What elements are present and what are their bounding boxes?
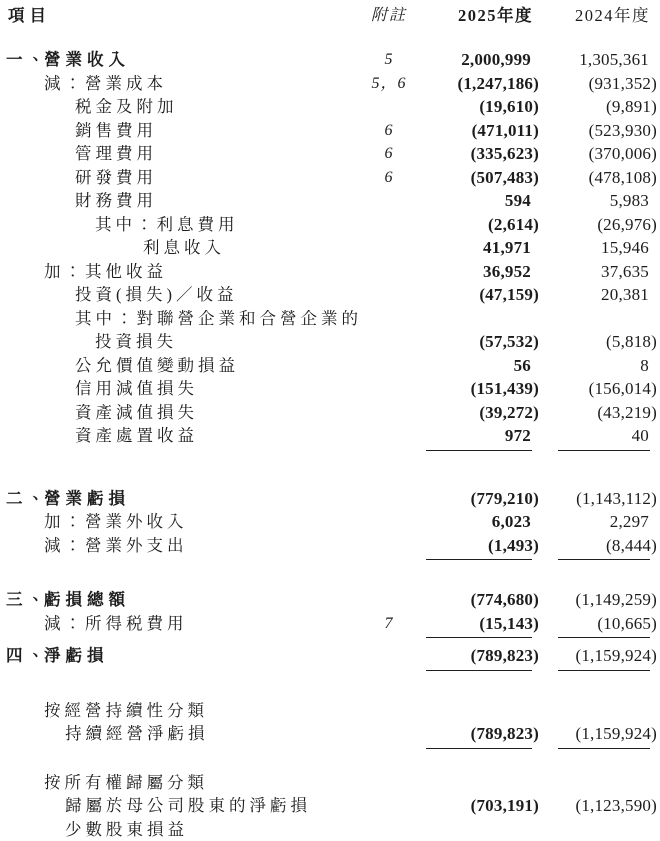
section-number: 二、 <box>6 487 49 511</box>
table-row <box>0 189 657 213</box>
rule-2024-column <box>558 637 650 644</box>
item-label-text: 税金及附加 <box>0 95 178 119</box>
item-label-text: 利息收入 <box>0 236 225 260</box>
totals-rule <box>0 668 657 677</box>
rule-2024-column <box>558 748 650 755</box>
table-row <box>0 487 657 511</box>
item-label <box>0 612 361 636</box>
table-row <box>0 699 657 723</box>
table-row <box>0 722 657 746</box>
item-label-text: 加：營業外收入 <box>0 510 188 534</box>
item-label-text: 資產減值損失 <box>0 401 198 425</box>
item-label <box>0 260 361 284</box>
item-label <box>0 95 361 119</box>
item-label <box>0 48 361 72</box>
value-2024: 20,381 <box>539 283 657 307</box>
statement-body <box>0 48 657 841</box>
table-row <box>0 354 657 378</box>
item-label-text: 虧損總額 <box>0 588 130 612</box>
value-2025: (2,614) <box>417 213 539 237</box>
table-row <box>0 142 657 166</box>
totals-rule <box>0 746 657 755</box>
rule-2025-column <box>426 450 532 457</box>
value-2025: 594 <box>417 189 539 213</box>
item-label-text: 持續經營淨虧損 <box>0 722 209 746</box>
table-row <box>0 260 657 284</box>
value-2024: 1,305,361 <box>539 48 657 72</box>
header-note: 附註 <box>361 4 417 28</box>
rule-2025-column <box>426 748 532 755</box>
value-2025: (789,823) <box>417 722 539 746</box>
note-reference: 6 <box>361 166 417 190</box>
item-label-text: 銷售費用 <box>0 119 157 143</box>
table-row <box>0 510 657 534</box>
value-2024: (1,123,590) <box>539 794 657 818</box>
value-2025: (779,210) <box>417 487 539 511</box>
value-2024: (1,149,259) <box>539 588 657 612</box>
item-label <box>0 644 361 668</box>
item-label <box>0 213 361 237</box>
item-label <box>0 534 361 558</box>
item-label <box>0 794 361 818</box>
item-label <box>0 307 361 331</box>
value-2024: (370,006) <box>539 142 657 166</box>
totals-rule <box>0 448 657 457</box>
item-label <box>0 510 361 534</box>
value-2025: (47,159) <box>417 283 539 307</box>
statement-section <box>0 771 657 841</box>
item-label <box>0 818 361 841</box>
item-label-text: 少數股東損益 <box>0 818 188 841</box>
header-year-2025: 2025年度 <box>417 4 539 28</box>
value-2025: 36,952 <box>417 260 539 284</box>
item-label <box>0 142 361 166</box>
item-label-text: 加：其他收益 <box>0 260 167 284</box>
item-label <box>0 401 361 425</box>
value-2024: (1,159,924) <box>539 722 657 746</box>
totals-rule <box>0 557 657 566</box>
value-2024: 37,635 <box>539 260 657 284</box>
value-2024: 40 <box>539 424 657 448</box>
item-label <box>0 377 361 401</box>
table-row <box>0 72 657 96</box>
rule-2024-column <box>558 559 650 566</box>
value-2025: (1,247,186) <box>417 72 539 96</box>
table-row <box>0 401 657 425</box>
item-label <box>0 699 361 723</box>
value-2025: (39,272) <box>417 401 539 425</box>
item-label <box>0 487 361 511</box>
table-row <box>0 612 657 636</box>
rule-2025-column <box>426 670 532 677</box>
item-label-text: 財務費用 <box>0 189 157 213</box>
value-2024: (1,143,112) <box>539 487 657 511</box>
table-header-row <box>0 4 657 28</box>
value-2024: (10,665) <box>539 612 657 636</box>
item-label-text: 按經營持續性分類 <box>0 699 208 723</box>
item-label-text: 其中：利息費用 <box>0 213 239 237</box>
item-label-text: 其中：對聯營企業和合營企業的 <box>0 307 362 331</box>
value-2024: 5,983 <box>539 189 657 213</box>
item-label-text: 信用減值損失 <box>0 377 198 401</box>
item-label <box>0 330 361 354</box>
value-2024: (5,818) <box>539 330 657 354</box>
table-row <box>0 283 657 307</box>
value-2024: (43,219) <box>539 401 657 425</box>
table-row <box>0 330 657 354</box>
value-2024: 15,946 <box>539 236 657 260</box>
section-number: 三、 <box>6 588 49 612</box>
section-number: 一、 <box>6 48 49 72</box>
rule-2024-column <box>558 670 650 677</box>
item-label-text: 投資(損失)／收益 <box>0 283 238 307</box>
value-2024: (1,159,924) <box>539 644 657 668</box>
rule-2025-column <box>426 637 532 644</box>
header-year-2024: 2024年度 <box>539 4 657 28</box>
table-row <box>0 95 657 119</box>
value-2024: 8 <box>539 354 657 378</box>
table-row <box>0 771 657 795</box>
value-2025: 41,971 <box>417 236 539 260</box>
item-label <box>0 72 361 96</box>
item-label-text: 減：營業外支出 <box>0 534 188 558</box>
item-label-text: 投資損失 <box>0 330 177 354</box>
note-reference: 5，6 <box>361 72 417 96</box>
value-2024: (523,930) <box>539 119 657 143</box>
value-2025: 2,000,999 <box>417 48 539 72</box>
value-2024: (931,352) <box>539 72 657 96</box>
item-label <box>0 588 361 612</box>
table-row <box>0 213 657 237</box>
rule-2024-column <box>558 450 650 457</box>
statement-section <box>0 487 657 567</box>
item-label-text: 淨虧損 <box>0 644 109 668</box>
item-label <box>0 354 361 378</box>
value-2024: 2,297 <box>539 510 657 534</box>
statement-section <box>0 699 657 755</box>
value-2025: (774,680) <box>417 588 539 612</box>
table-row <box>0 377 657 401</box>
item-label-text: 營業虧損 <box>0 487 130 511</box>
header-item: 項目 <box>0 4 361 28</box>
table-row <box>0 534 657 558</box>
note-reference: 6 <box>361 142 417 166</box>
table-row <box>0 119 657 143</box>
item-label-text: 按所有權歸屬分類 <box>0 771 208 795</box>
value-2025: (507,483) <box>417 166 539 190</box>
value-2025: (703,191) <box>417 794 539 818</box>
value-2025: (57,532) <box>417 330 539 354</box>
table-row <box>0 236 657 260</box>
totals-rule <box>0 635 657 644</box>
statement-section <box>0 48 657 457</box>
item-label-text: 資產處置收益 <box>0 424 198 448</box>
item-label <box>0 722 361 746</box>
value-2025: (19,610) <box>417 95 539 119</box>
item-label-text: 公允價值變動損益 <box>0 354 239 378</box>
item-label-text: 減：營業成本 <box>0 72 167 96</box>
value-2024: (26,976) <box>539 213 657 237</box>
value-2025: (15,143) <box>417 612 539 636</box>
item-label <box>0 771 361 795</box>
table-row <box>0 307 657 331</box>
table-row <box>0 818 657 841</box>
table-row <box>0 794 657 818</box>
item-label <box>0 166 361 190</box>
value-2025: (151,439) <box>417 377 539 401</box>
item-label <box>0 119 361 143</box>
item-label <box>0 424 361 448</box>
item-label-text: 研發費用 <box>0 166 157 190</box>
value-2024: (8,444) <box>539 534 657 558</box>
table-row <box>0 424 657 448</box>
item-label-text: 歸屬於母公司股東的淨虧損 <box>0 794 311 818</box>
value-2025: 56 <box>417 354 539 378</box>
note-reference: 6 <box>361 119 417 143</box>
statement-section <box>0 588 657 677</box>
item-label <box>0 283 361 307</box>
table-row <box>0 166 657 190</box>
value-2025: (789,823) <box>417 644 539 668</box>
value-2025: 6,023 <box>417 510 539 534</box>
note-reference: 7 <box>361 612 417 636</box>
value-2025: 972 <box>417 424 539 448</box>
value-2024: (156,014) <box>539 377 657 401</box>
table-row <box>0 48 657 72</box>
value-2025: (1,493) <box>417 534 539 558</box>
rule-2025-column <box>426 559 532 566</box>
value-2025: (335,623) <box>417 142 539 166</box>
item-label-text: 管理費用 <box>0 142 157 166</box>
value-2025: (471,011) <box>417 119 539 143</box>
table-row <box>0 588 657 612</box>
item-label-text: 營業收入 <box>0 48 130 72</box>
table-row <box>0 644 657 668</box>
item-label-text: 減：所得税費用 <box>0 612 188 636</box>
section-number: 四、 <box>6 644 49 668</box>
item-label <box>0 189 361 213</box>
item-label <box>0 236 361 260</box>
note-reference: 5 <box>361 48 417 72</box>
value-2024: (478,108) <box>539 166 657 190</box>
value-2024: (9,891) <box>539 95 657 119</box>
